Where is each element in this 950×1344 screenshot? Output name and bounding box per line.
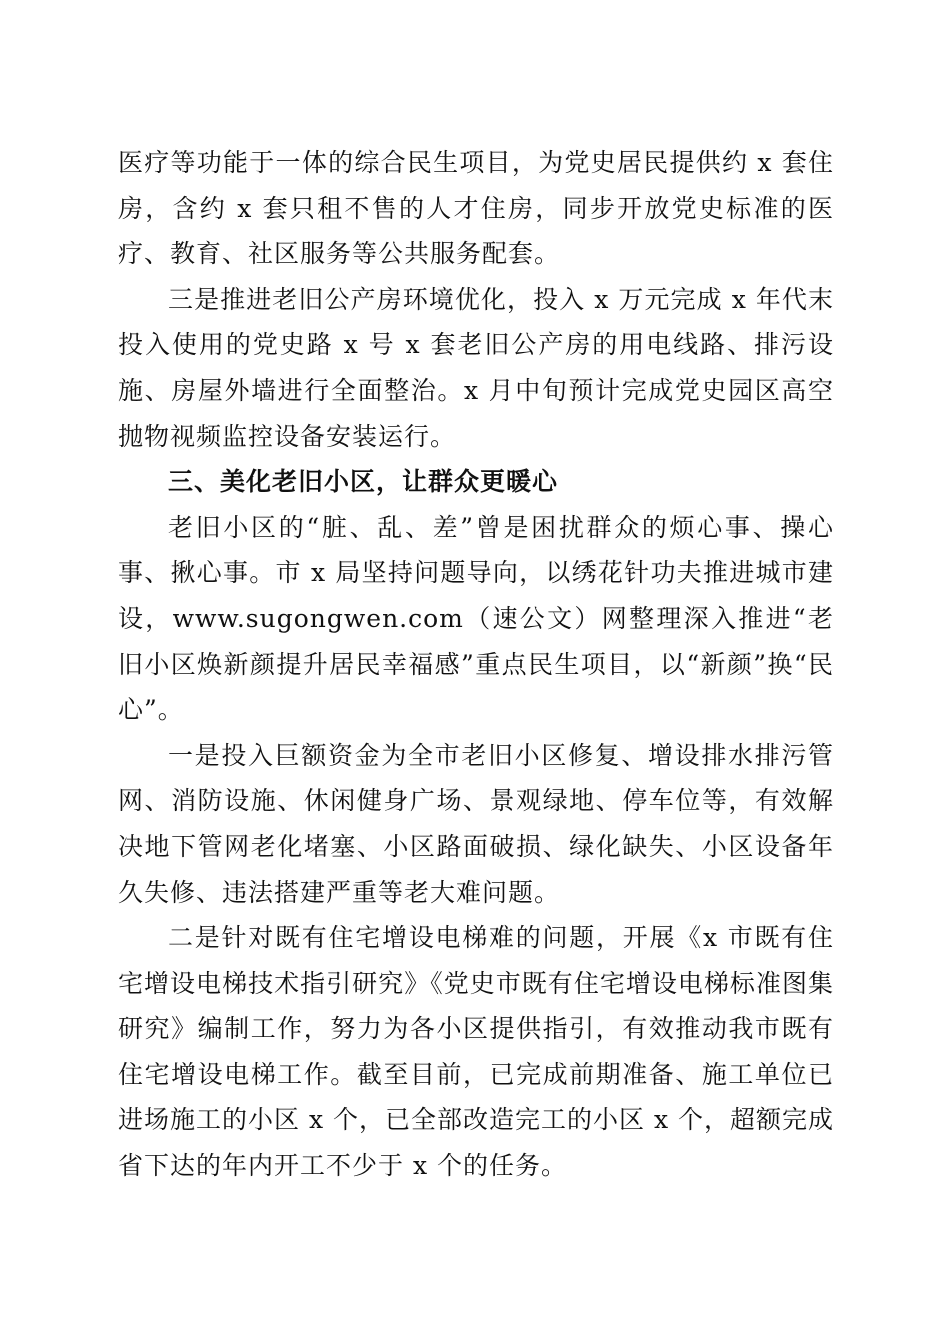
paragraph-intro: 老旧小区的“脏、乱、差”曾是困扰群众的烦心事、操心事、揪心事。市 x 局坚持问题导向，以绣花针功夫推进城市建设，www.sugongwen.com（速公文）网整理深入推进“老旧小区焕新颜提升居民幸福感”重点民生项目，以“新颜”换“民心”。 xyxy=(118,512,834,725)
paragraph-continuation: 医疗等功能于一体的综合民生项目，为党史居民提供约 x 套住房，含约 x 套只租不售的人才住房，同步开放党史标准的医疗、教育、社区服务等公共服务配套。 xyxy=(118,148,834,269)
section-heading: 三、美化老旧小区，让群众更暖心 xyxy=(168,467,559,497)
document-body xyxy=(118,140,834,1189)
paragraph-point-two: 二是针对既有住宅增设电梯难的问题，开展《x 市既有住宅增设电梯技术指引研究》《党史市既有住宅增设电梯标准图集研究》编制工作，努力为各小区提供指引，有效推动我市既有住宅增设电梯工作。截至目前，已完成前期准备、施工单位已进场施工的小区 x 个，已全部改造完工的小区 x 个，超额完成省下达的年内开工不少于 x 个的任务。 xyxy=(118,923,834,1181)
paragraph-point-one: 一是投入巨额资金为全市老旧小区修复、增设排水排污管网、消防设施、休闲健身广场、景观绿地、停车位等，有效解决地下管网老化堵塞、小区路面破损、绿化缺失、小区设备年久失修、违法搭建严重等老大难问题。 xyxy=(118,740,834,907)
paragraph-renovation: 三是推进老旧公产房环境优化，投入 x 万元完成 x 年代末投入使用的党史路 x 号 x 套老旧公产房的用电线路、排污设施、房屋外墙进行全面整治。x 月中旬预计完成党史园区高空抛物视频监控设备安装运行。 xyxy=(118,284,834,451)
